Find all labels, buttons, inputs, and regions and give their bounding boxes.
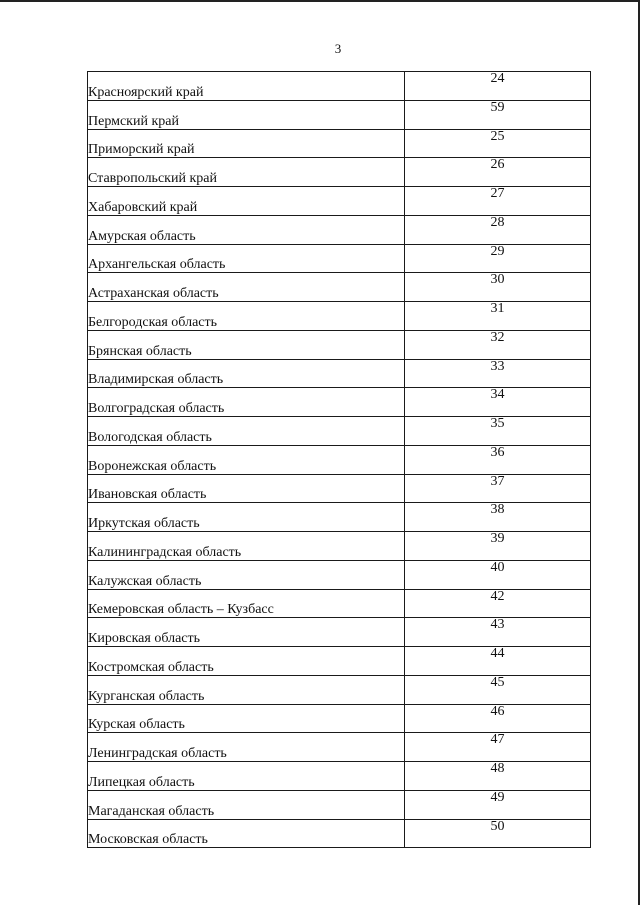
region-name-cell: Ставропольский край xyxy=(88,158,405,187)
region-name-cell: Амурская область xyxy=(88,215,405,244)
region-name-cell: Хабаровский край xyxy=(88,187,405,216)
region-code-cell: 42 xyxy=(405,589,591,618)
table-row xyxy=(88,589,591,618)
table-row xyxy=(88,187,591,216)
region-name-cell: Ивановская область xyxy=(88,474,405,503)
region-code-cell: 29 xyxy=(405,244,591,273)
region-name-cell: Магаданская область xyxy=(88,790,405,819)
region-code-cell: 48 xyxy=(405,762,591,791)
table-row xyxy=(88,302,591,331)
table-row xyxy=(88,560,591,589)
region-name-cell: Курганская область xyxy=(88,675,405,704)
region-code-cell: 37 xyxy=(405,474,591,503)
table-row xyxy=(88,445,591,474)
region-code-cell: 28 xyxy=(405,215,591,244)
region-code-cell: 34 xyxy=(405,388,591,417)
region-code-cell: 27 xyxy=(405,187,591,216)
table-row xyxy=(88,273,591,302)
region-code-cell: 47 xyxy=(405,733,591,762)
region-code-cell: 26 xyxy=(405,158,591,187)
region-name-cell: Красноярский край xyxy=(88,72,405,101)
page-number: 3 xyxy=(334,41,342,56)
region-name-cell: Архангельская область xyxy=(88,244,405,273)
region-name-cell: Астраханская область xyxy=(88,273,405,302)
region-code-cell: 36 xyxy=(405,445,591,474)
region-name-cell: Пермский край xyxy=(88,100,405,129)
region-name-cell: Липецкая область xyxy=(88,762,405,791)
region-name-cell: Владимирская область xyxy=(88,359,405,388)
region-code-cell: 25 xyxy=(405,129,591,158)
table-row xyxy=(88,618,591,647)
table-row xyxy=(88,675,591,704)
region-name-cell: Белгородская область xyxy=(88,302,405,331)
region-name-cell: Вологодская область xyxy=(88,417,405,446)
table-row xyxy=(88,359,591,388)
region-code-cell: 46 xyxy=(405,704,591,733)
region-name-cell: Костромская область xyxy=(88,647,405,676)
table-row xyxy=(88,474,591,503)
region-code-cell: 31 xyxy=(405,302,591,331)
table-row xyxy=(88,762,591,791)
region-code-cell: 32 xyxy=(405,330,591,359)
table-row xyxy=(88,704,591,733)
table-row xyxy=(88,244,591,273)
region-code-cell: 33 xyxy=(405,359,591,388)
table-row xyxy=(88,330,591,359)
region-code-cell: 49 xyxy=(405,790,591,819)
regions-table-body xyxy=(88,72,591,848)
region-name-cell: Брянская область xyxy=(88,330,405,359)
region-name-cell: Московская область xyxy=(88,819,405,848)
table-row xyxy=(88,733,591,762)
table-row xyxy=(88,100,591,129)
region-name-cell: Волгоградская область xyxy=(88,388,405,417)
region-code-cell: 40 xyxy=(405,560,591,589)
region-code-cell: 35 xyxy=(405,417,591,446)
region-code-cell: 43 xyxy=(405,618,591,647)
table-row xyxy=(88,819,591,848)
region-name-cell: Воронежская область xyxy=(88,445,405,474)
table-row xyxy=(88,215,591,244)
region-code-cell: 24 xyxy=(405,72,591,101)
region-code-cell: 50 xyxy=(405,819,591,848)
table-row xyxy=(88,129,591,158)
table-row xyxy=(88,790,591,819)
region-name-cell: Курская область xyxy=(88,704,405,733)
region-name-cell: Иркутская область xyxy=(88,503,405,532)
region-code-cell: 38 xyxy=(405,503,591,532)
table-row xyxy=(88,158,591,187)
page-edge-top xyxy=(0,0,640,2)
region-name-cell: Калининградская область xyxy=(88,532,405,561)
region-name-cell: Приморский край xyxy=(88,129,405,158)
region-code-cell: 39 xyxy=(405,532,591,561)
region-code-cell: 30 xyxy=(405,273,591,302)
table-row xyxy=(88,72,591,101)
region-name-cell: Кемеровская область – Кузбасс xyxy=(88,589,405,618)
region-code-cell: 45 xyxy=(405,675,591,704)
table-row xyxy=(88,503,591,532)
region-name-cell: Ленинградская область xyxy=(88,733,405,762)
table-row xyxy=(88,388,591,417)
table-row xyxy=(88,417,591,446)
region-code-cell: 59 xyxy=(405,100,591,129)
region-code-cell: 44 xyxy=(405,647,591,676)
table-row xyxy=(88,647,591,676)
region-name-cell: Кировская область xyxy=(88,618,405,647)
region-name-cell: Калужская область xyxy=(88,560,405,589)
regions-table xyxy=(87,71,591,848)
table-row xyxy=(88,532,591,561)
